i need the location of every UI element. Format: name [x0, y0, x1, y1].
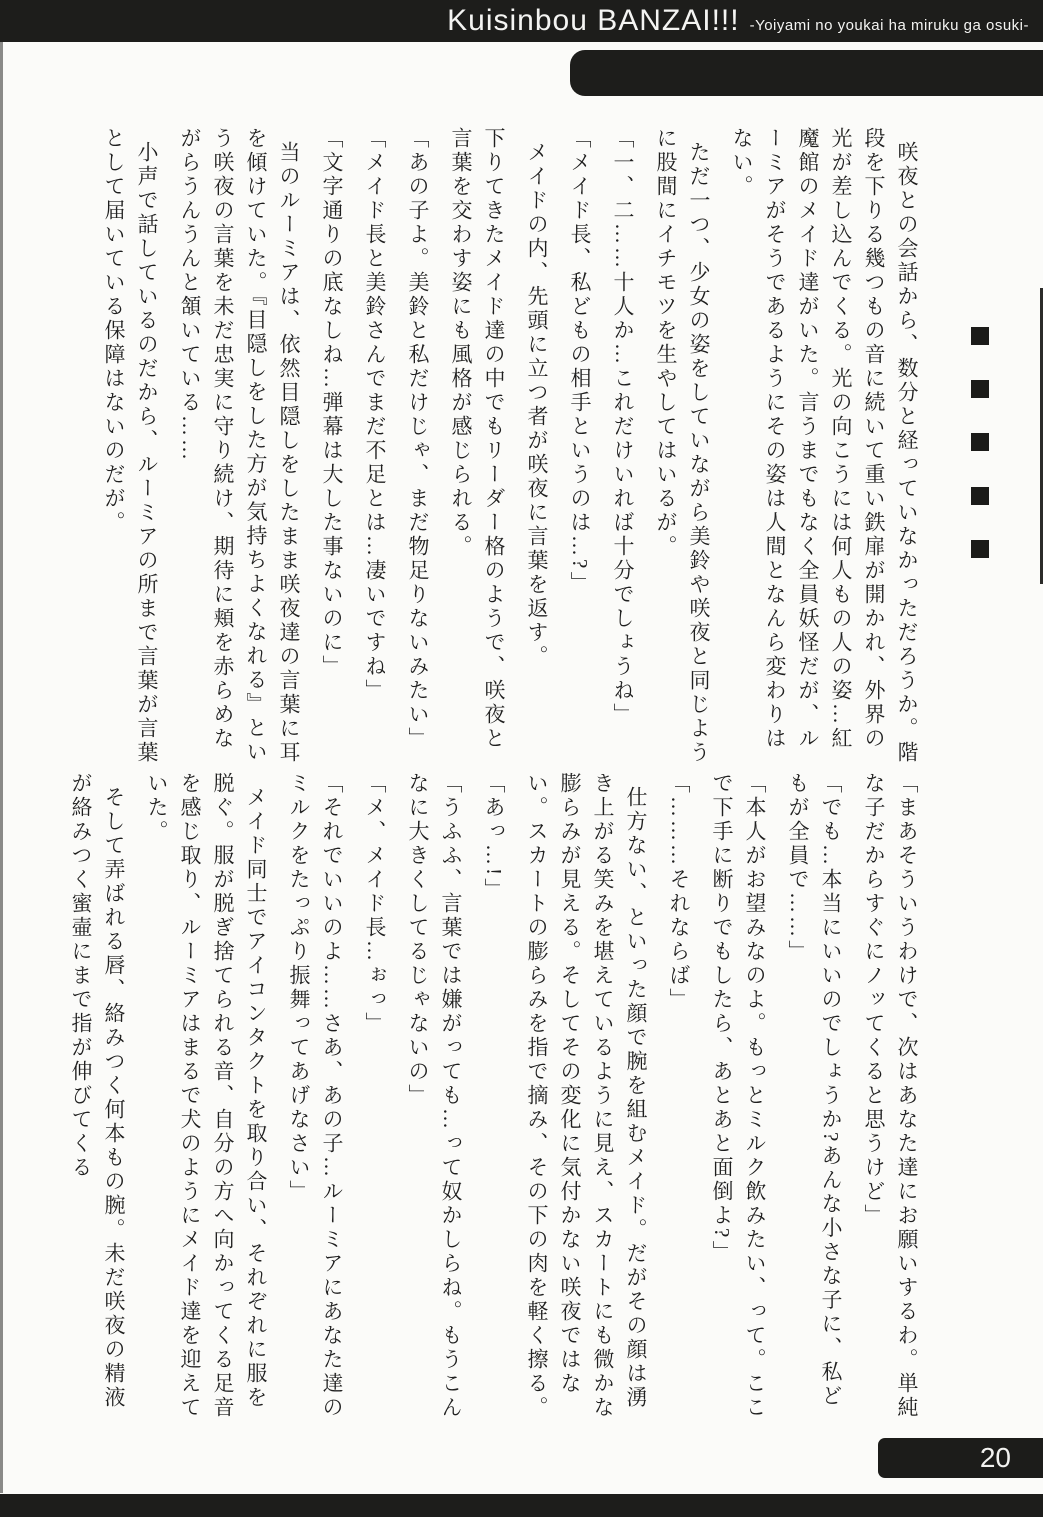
novel-paragraph: 「まあそういうわけで、次はあなた達にお願いするわ。単純な子だからすぐにノッてくると思うけど」 [862, 772, 919, 1420]
page-title: Kuisinbou BANZAI!!! [447, 4, 740, 37]
left-page-edge [0, 42, 3, 1493]
novel-paragraph: 当のルーミアは、依然目隠しをしたまま咲夜達の言葉に耳を傾けていた。『目隠しをした方が気持ちよくなれる』という咲夜の言葉を未だ忠実に守り続け、期待に頬を赤らめながらうんうんと頷いている…… [178, 127, 301, 765]
page-number-badge [878, 1438, 1043, 1478]
novel-paragraph: 「メイド長、私どもの相手というのは…?」 [568, 127, 592, 596]
footer-bar [0, 1494, 1043, 1517]
novel-paragraph: 小声で話しているのだから、ルーミアの所まで言葉が言葉として届いている保障はないのだが。 [102, 127, 159, 765]
page-subtitle: -Yoiyami no youkai ha miruku ga osuki- [749, 17, 1029, 34]
novel-paragraph: ただ一つ、少女の姿をしていながら美鈴や咲夜と同じように股間にイチモツを生やしてはいるが。 [654, 127, 711, 765]
novel-paragraph: メイド同士でアイコンタクトを取り合い、それぞれに服を脱ぐ。服が脱ぎ捨てられる音、自分の方へ向かってくる足音を感じ取り、ルーミアはまるで犬のようにメイド達を迎えていた。 [145, 772, 268, 1420]
novel-paragraph: 下りてきたメイド達の中でもリーダー格のようで、咲夜と言葉を交わす姿にも風格が感じられる。 [449, 127, 506, 751]
marker-square [971, 380, 989, 398]
novel-paragraph: 「でも…本当にいいのでしょうか?あんな小さな子に、私どもが全員で……」 [786, 772, 843, 1409]
marker-square [971, 540, 989, 558]
marker-square [971, 433, 989, 451]
header-bar [0, 0, 1043, 42]
novel-paragraph: 「メ、メイド長…ぉっ」 [363, 772, 387, 1036]
novel-paragraph: 仕方ない、といった顔で腕を組むメイド。だがその顔は湧き上がる笑みを堪えているように見え、スカートにも微かな膨らみが見える。そしてその変化に気付かない咲夜ではない。スカートの膨らみを指で摘み、その下の肉を軽く擦る。 [525, 772, 648, 1420]
novel-paragraph: 「あの子よ。美鈴と私だけじゃ、まだ物足りないみたい」 [406, 127, 430, 751]
novel-paragraph: 「それでいいのよ……さあ、あの子…ルーミアにあなた達のミルクをたっぷり振舞ってあげなさい」 [287, 772, 344, 1420]
page-number: 20 [979, 1442, 1011, 1473]
novel-paragraph: 「一、二……十人か…これだけいれば十分でしょうね」 [611, 127, 635, 727]
marker-square [971, 487, 989, 505]
novel-paragraph: 「うふふ、言葉では嫌がっても…って奴かしらね。もうこんなに大きくしてるじゃないの」 [406, 772, 463, 1420]
marker-square [971, 327, 989, 345]
novel-paragraph: 「あっ…!」 [482, 772, 506, 902]
story-text-bottom [48, 772, 923, 1424]
novel-paragraph: メイドの内、先頭に立つ者が咲夜に言葉を返す。 [525, 141, 549, 669]
story-text-top [48, 127, 923, 767]
novel-paragraph: 「文字通りの底なしね…弾幕は大した事ないのに」 [320, 127, 344, 679]
novel-paragraph: そして弄ばれる唇、絡みつく何本もの腕。未だ咲夜の精液が絡みつく蜜壷にまで指が伸びてくる [69, 772, 126, 1410]
novel-paragraph: 咲夜との会話から、数分と経っていなかっただろうか。階段を下りる幾つもの音に続いて重い鉄扉が開かれ、外界の光が差し込んでくる。光の向こうには何人もの人の姿…紅魔館のメイド達がいた。言うまでもなく全員妖怪だが、ルーミアがそうであるようにその姿は人間となんら変わりはない。 [730, 127, 919, 765]
novel-paragraph: 「………それならば」 [667, 772, 691, 1012]
decorative-bar [570, 50, 1043, 96]
novel-paragraph: 「メイド長と美鈴さんでまだ不足とは…凄いですね」 [363, 127, 387, 703]
novel-paragraph: 「本人がお望みなのよ。もっとミルク飲みたい、って。ここで下手に断りでもしたら、あとあと面倒よ?」 [710, 772, 767, 1420]
